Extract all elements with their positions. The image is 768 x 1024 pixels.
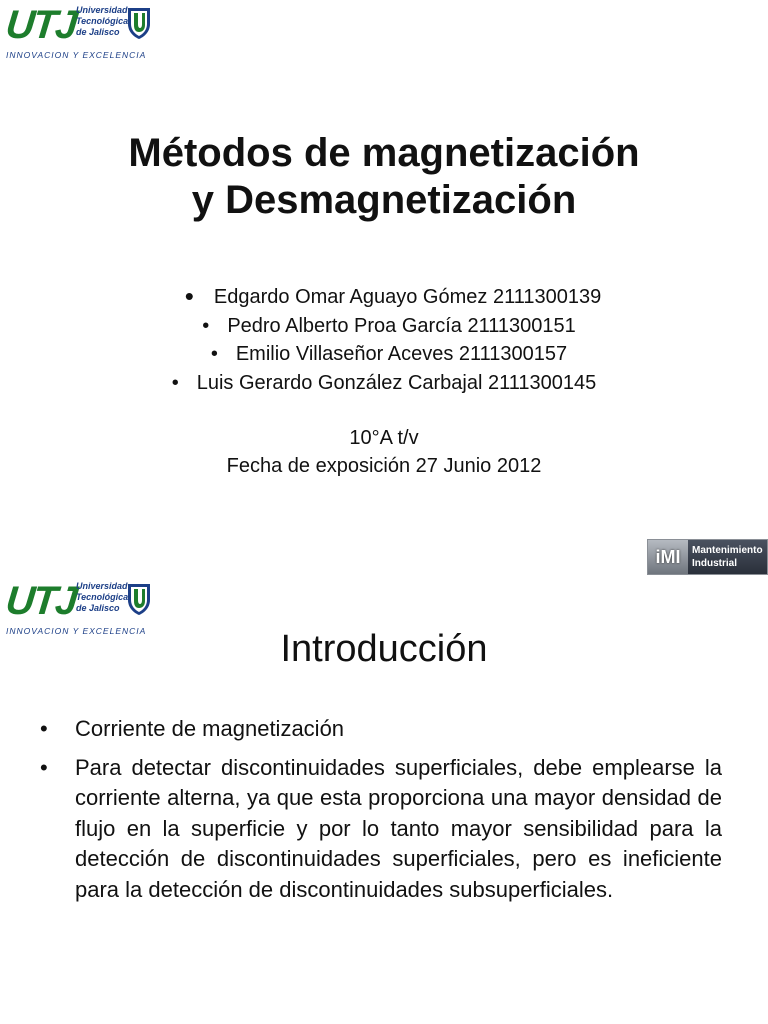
bullet-icon: •: [202, 314, 210, 337]
intro-slide: [0, 576, 768, 1024]
author-item: [0, 369, 768, 398]
bullet-icon: •: [171, 371, 179, 394]
imi-logo-line: Mantenimiento: [692, 545, 763, 556]
slide-title-line: y Desmagnetización: [191, 178, 577, 222]
utj-university-line: Tecnológica: [76, 16, 129, 26]
bullet-icon: •: [210, 343, 218, 366]
author-name: Pedro Alberto Proa García 2111300151: [227, 314, 576, 337]
utj-university-name: [76, 5, 128, 38]
imi-logo-text: [688, 540, 767, 574]
presentation-date: Fecha de exposición 27 Junio 2012: [226, 455, 542, 477]
utj-university-line: de Jalisco: [76, 27, 120, 37]
bullet-icon: •: [40, 716, 48, 741]
group-label: 10°A t/v: [349, 427, 419, 449]
slide-title-line: Métodos de magnetización: [128, 131, 640, 175]
utj-university-line: de Jalisco: [76, 603, 120, 613]
utj-university-line: Tecnológica: [76, 592, 129, 602]
section-title: Introducción: [280, 628, 488, 670]
content-bullets: [40, 714, 722, 913]
utj-shield-icon: [126, 582, 152, 616]
utj-university-line: Universidad: [76, 581, 128, 591]
utj-university-name: [76, 581, 128, 614]
author-name: Luis Gerardo González Carbajal 2111300145: [196, 371, 597, 394]
content-bullet-item: [40, 714, 722, 745]
author-name: Emilio Villaseñor Aceves 2111300157: [235, 343, 568, 366]
author-item: [0, 282, 768, 312]
utj-motto: INNOVACION Y EXCELENCIA: [6, 50, 147, 60]
utj-logo: [3, 2, 156, 62]
utj-logo-mark: UTJ: [3, 579, 78, 623]
utj-shield-icon: [126, 6, 152, 40]
imi-logo: [647, 539, 768, 575]
imi-logo-line: Industrial: [692, 558, 738, 569]
content-bullet-text: Corriente de magnetización: [75, 716, 345, 741]
author-item: [0, 312, 768, 341]
slide-title: [0, 130, 768, 224]
utj-motto: INNOVACION Y EXCELENCIA: [6, 626, 147, 636]
utj-university-line: Universidad: [76, 5, 128, 15]
content-bullet-text: Para detectar discontinuidades superficiales, debe emplearse la corriente alterna, ya que esta proporciona una mayor densidad de flujo en la superficie y por lo tanto mayor sensibilidad para la detección de discontinuidades superficiales, pero es ineficiente para la detección de discontinuidades subsuperficiales.: [75, 754, 722, 902]
imi-logo-mark: iMI: [648, 540, 688, 574]
bullet-icon: •: [184, 281, 194, 311]
author-item: [0, 340, 768, 369]
author-name: Edgardo Omar Aguayo Gómez 2111300139: [213, 286, 602, 308]
author-list: [0, 282, 768, 397]
content-bullet-item: [40, 753, 722, 906]
utj-logo-mark: UTJ: [3, 3, 78, 47]
bullet-icon: •: [40, 754, 48, 780]
